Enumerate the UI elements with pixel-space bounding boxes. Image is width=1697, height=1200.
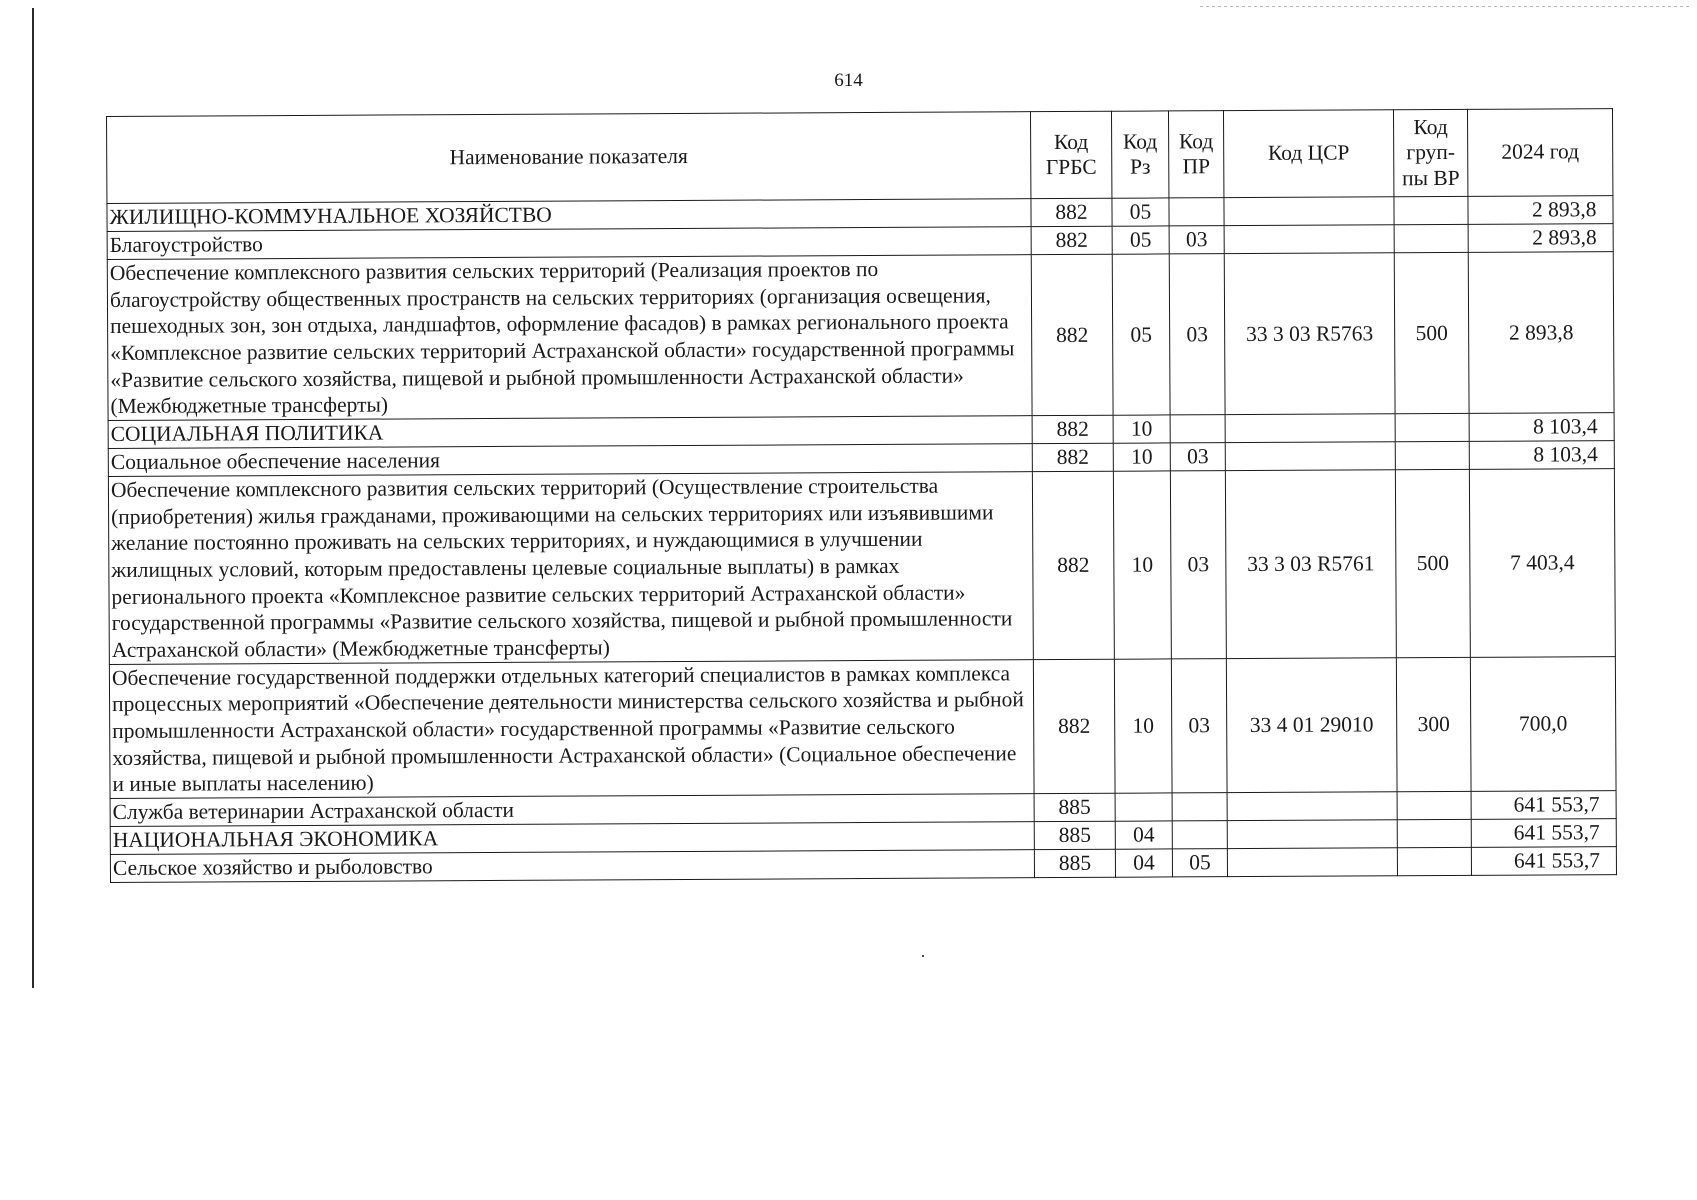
row-name: Сельское хозяйство и рыболовство bbox=[110, 849, 1034, 882]
row-csr bbox=[1227, 820, 1397, 849]
row-name: Обеспечение государственной поддержки отдельных категорий специалистов в рамках комплекса процессных мероприятий «Обеспечение деятельности министерства сельского хозяйства и рыбной промышленности Астраханской области» государственной программы «Развитие сельского хозяйства, пищевой и рыбной промышленности Астраханской области» (Социальное обеспечение и иные выплаты населению) bbox=[109, 659, 1034, 798]
row-pr bbox=[1172, 792, 1227, 820]
row-pr: 05 bbox=[1172, 848, 1227, 876]
table-row bbox=[109, 656, 1616, 798]
row-csr bbox=[1225, 414, 1395, 443]
row-csr: 33 3 03 R5761 bbox=[1225, 470, 1396, 658]
row-pr: 03 bbox=[1170, 471, 1226, 659]
row-vr: 500 bbox=[1395, 469, 1470, 657]
row-grbs: 885 bbox=[1034, 821, 1115, 849]
row-rz: 10 bbox=[1113, 415, 1170, 443]
row-grbs: 882 bbox=[1031, 226, 1112, 254]
row-vr bbox=[1394, 224, 1468, 252]
row-name: ЖИЛИЩНО-КОММУНАЛЬНОЕ ХОЗЯЙСТВО bbox=[107, 199, 1031, 232]
row-grbs: 882 bbox=[1033, 659, 1115, 794]
table-row bbox=[108, 469, 1615, 664]
row-vr bbox=[1395, 441, 1469, 469]
header-name: Наименование показателя bbox=[107, 112, 1031, 204]
row-vr bbox=[1397, 847, 1471, 875]
row-value: 8 103,4 bbox=[1469, 441, 1614, 470]
row-grbs: 882 bbox=[1032, 443, 1113, 471]
row-vr bbox=[1397, 819, 1471, 847]
row-grbs: 885 bbox=[1034, 849, 1115, 877]
row-vr: 500 bbox=[1394, 252, 1469, 413]
row-csr: 33 3 03 R5763 bbox=[1224, 253, 1395, 415]
header-year: 2024 год bbox=[1467, 109, 1612, 197]
row-name: Социальное обеспечение населения bbox=[108, 444, 1032, 477]
row-csr: 33 4 01 29010 bbox=[1226, 657, 1397, 792]
row-value: 641 553,7 bbox=[1471, 818, 1616, 847]
row-vr bbox=[1394, 196, 1468, 224]
row-csr bbox=[1227, 792, 1397, 821]
row-rz: 05 bbox=[1112, 226, 1169, 254]
row-value: 2 893,8 bbox=[1468, 252, 1614, 414]
row-name: Благоустройство bbox=[107, 227, 1031, 260]
row-name: СОЦИАЛЬНАЯ ПОЛИТИКА bbox=[108, 416, 1032, 449]
scan-left-edge-line bbox=[32, 8, 34, 988]
header-csr: Код ЦСР bbox=[1223, 110, 1393, 198]
row-pr: 03 bbox=[1171, 658, 1227, 793]
header-grbs: Код ГРБС bbox=[1030, 111, 1111, 198]
table-body bbox=[107, 196, 1617, 883]
row-rz: 04 bbox=[1115, 849, 1172, 877]
row-pr bbox=[1170, 415, 1225, 443]
row-rz: 05 bbox=[1112, 254, 1170, 415]
row-value: 2 893,8 bbox=[1468, 196, 1613, 225]
scan-top-artifact bbox=[1200, 6, 1690, 7]
header-pr: Код ПР bbox=[1168, 111, 1223, 198]
row-vr: 300 bbox=[1396, 657, 1471, 792]
row-value: 7 403,4 bbox=[1469, 469, 1615, 657]
row-grbs: 885 bbox=[1034, 793, 1115, 821]
row-value: 641 553,7 bbox=[1471, 846, 1616, 875]
page-number: 614 bbox=[834, 70, 863, 91]
table-header bbox=[107, 109, 1613, 204]
row-rz: 10 bbox=[1113, 471, 1171, 659]
row-pr bbox=[1172, 820, 1227, 848]
row-csr bbox=[1224, 225, 1394, 254]
row-name: Служба ветеринарии Астраханской области bbox=[110, 793, 1034, 826]
row-name: Обеспечение комплексного развития сельских территорий (Осуществление строительства (приобретения) жилья гражданами, проживающими на сельских территориях или изъявившими желание постоянно проживать на сельских территориях, и нуждающимися в улучшении жилищных условий, которым предоставлены целевые социальные выплаты) в рамках регионального проекта «Комплексное развитие сельских территорий Астраханской области» государственной программы «Развитие сельского хозяйства, пищевой и рыбной промышленности Астраханской области» (Межбюджетные трансферты) bbox=[108, 472, 1033, 664]
row-rz: 05 bbox=[1112, 198, 1169, 226]
row-vr bbox=[1395, 413, 1469, 441]
row-rz: 10 bbox=[1114, 658, 1172, 793]
row-csr bbox=[1224, 197, 1394, 226]
row-grbs: 882 bbox=[1032, 471, 1114, 659]
row-csr bbox=[1227, 848, 1397, 877]
row-csr bbox=[1225, 442, 1395, 471]
row-grbs: 882 bbox=[1031, 198, 1112, 226]
row-value: 2 893,8 bbox=[1468, 224, 1613, 253]
header-rz: Код Рз bbox=[1111, 111, 1168, 198]
row-vr bbox=[1397, 791, 1471, 819]
row-rz: 10 bbox=[1113, 443, 1170, 471]
header-row bbox=[107, 109, 1613, 204]
row-value: 8 103,4 bbox=[1469, 413, 1614, 442]
row-value: 641 553,7 bbox=[1471, 790, 1616, 819]
row-pr: 03 bbox=[1169, 254, 1225, 415]
header-vr: Код груп-пы ВР bbox=[1393, 109, 1467, 196]
row-value: 700,0 bbox=[1470, 656, 1616, 791]
row-grbs: 882 bbox=[1031, 254, 1113, 415]
table-row bbox=[107, 252, 1614, 421]
row-pr: 03 bbox=[1169, 226, 1224, 254]
scan-speck bbox=[922, 955, 924, 957]
row-pr: 03 bbox=[1170, 443, 1225, 471]
row-grbs: 882 bbox=[1032, 415, 1113, 443]
row-name: Обеспечение комплексного развития сельских территорий (Реализация проектов по благоустройству общественных пространств на сельских территориях (организация освещения, пешеходных зон, зон отдыха, ландшафтов, оформление фасадов) в рамках регионального проекта «Комплексное развитие сельских территорий Астраханской области» государственной программы «Развитие сельского хозяйства, пищевой и рыбной промышленности Астраханской области» (Межбюджетные трансферты) bbox=[107, 255, 1032, 421]
budget-table bbox=[106, 108, 1617, 883]
row-rz: 04 bbox=[1115, 821, 1172, 849]
row-name: НАЦИОНАЛЬНАЯ ЭКОНОМИКА bbox=[110, 821, 1034, 854]
row-pr bbox=[1169, 198, 1224, 226]
row-rz bbox=[1115, 793, 1172, 821]
